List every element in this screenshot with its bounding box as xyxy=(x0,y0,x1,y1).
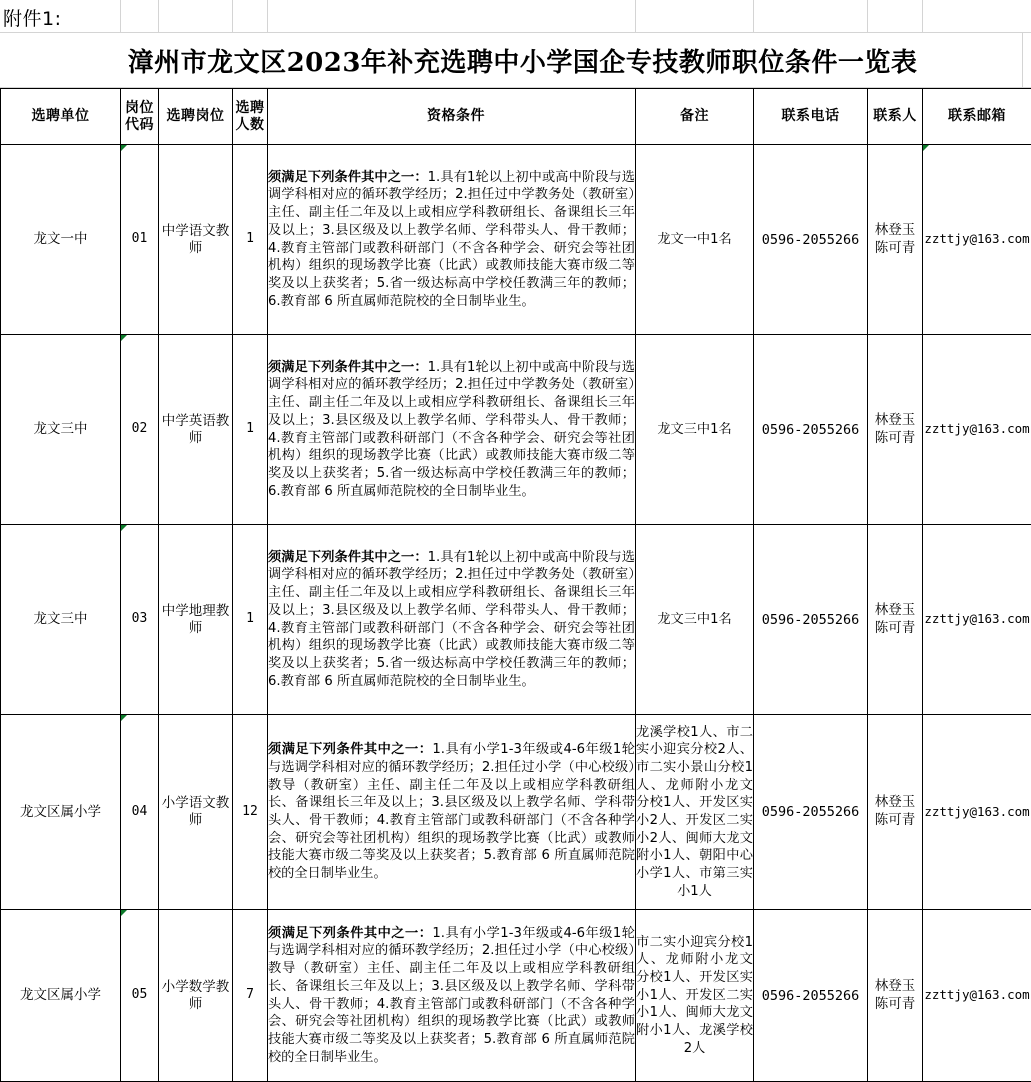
table-row xyxy=(1,525,1031,715)
qualification-body: 1.具有1轮以上初中或高中阶段与选调学科相对应的循环教学经历；2.担任过中学教务处（教研室）主任、副主任二年及以上或相应学科教研组长、备课组长三年及以上；3.县区级及以上教学名师、学科带头人、骨干教师；4.教育主管部门或教科研部门（不含各种学会、研究会等社团机构）组织的现场教学比赛（比武）或教师技能大赛市级二等奖及以上获奖者；5.省一级达标高中学校任教满三年的教师；6.教育部 6 所直属师范院校的全日制毕业生。 xyxy=(268,550,635,689)
cell-post: 中学语文教师 xyxy=(159,145,233,335)
cell-code xyxy=(121,910,159,1082)
cell-contact-person xyxy=(868,145,923,335)
cell-code xyxy=(121,145,159,335)
qualification-body: 1.具有小学1-3年级或4-6年级1轮与选调学科相对应的循环教学经历；2.担任过小学（中心校级）教导（教研室）主任、副主任二年及以上或相应学科教研组长、备课组长三年及以上；3.县区级及以上教学名师、学科带头人、骨干教师；4.教育主管部门或教科研部门（不含各种学会、研究会等社团机构）组织的现场教学比赛（比武）或教师技能大赛市级二等奖及以上获奖者；5.教育部 6 所直属师范院校的全日制毕业生。 xyxy=(268,742,635,881)
qualification-body: 1.具有1轮以上初中或高中阶段与选调学科相对应的循环教学经历；2.担任过中学教务处（教研室）主任、副主任二年及以上或相应学科教研组长、备课组长三年及以上；3.县区级及以上教学名师、学科带头人、骨干教师；4.教育主管部门或教科研部门（不含各种学会、研究会等社团机构）组织的现场教学比赛（比武）或教师技能大赛市级二等奖及以上获奖者；5.省一级达标高中学校任教满三年的教师；6.教育部 6 所直属师范院校的全日制毕业生。 xyxy=(268,360,635,499)
col-header-count: 选聘人数 xyxy=(233,89,268,145)
cell-remark: 龙溪学校1人、市二实小迎宾分校2人、市二实小景山分校1人、龙师附小龙文分校1人、开发区实小2人、开发区二实小2人、闽师大龙文附小1人、朝阳中心小学1人、市第三实小1人 xyxy=(636,715,754,910)
table-row xyxy=(1,335,1031,525)
qualification-lead: 须满足下列条件其中之一： xyxy=(268,170,428,185)
col-header-post: 选聘岗位 xyxy=(159,89,233,145)
cell-code-text: 04 xyxy=(132,804,148,819)
col-header-code: 岗位代码 xyxy=(121,89,159,145)
cell-phone: 0596-2055266 xyxy=(754,715,868,910)
qualification-lead: 须满足下列条件其中之一： xyxy=(268,550,428,565)
cell-code xyxy=(121,525,159,715)
contact-person-name: 陈可青 xyxy=(875,240,916,256)
col-header-person: 联系人 xyxy=(868,89,923,145)
cell-code-text: 01 xyxy=(132,231,148,246)
cell-phone: 0596-2055266 xyxy=(754,335,868,525)
contact-person-name: 林登玉 xyxy=(875,222,916,238)
gridline xyxy=(267,0,268,32)
col-header-qualification: 资格条件 xyxy=(268,89,636,145)
cell-email-text: zzttjy@163.com xyxy=(924,987,1029,1002)
qualification-lead: 须满足下列条件其中之一： xyxy=(268,742,432,757)
cell-email-text: zzttjy@163.com xyxy=(924,231,1029,246)
cell-contact-person xyxy=(868,335,923,525)
col-header-unit: 选聘单位 xyxy=(1,89,121,145)
cell-email-text: zzttjy@163.com xyxy=(924,611,1029,626)
comment-marker-icon xyxy=(121,335,127,341)
cell-post: 中学英语教师 xyxy=(159,335,233,525)
qualification-lead: 须满足下列条件其中之一： xyxy=(268,926,432,941)
comment-marker-icon xyxy=(121,525,127,531)
contact-person-name: 陈可青 xyxy=(875,812,916,828)
cell-phone: 0596-2055266 xyxy=(754,145,868,335)
cell-remark: 龙文一中1名 xyxy=(636,145,754,335)
cell-post: 小学语文教师 xyxy=(159,715,233,910)
cell-code xyxy=(121,335,159,525)
col-header-phone: 联系电话 xyxy=(754,89,868,145)
cell-remark: 市二实小迎宾分校1人、龙师附小龙文分校1人、开发区实小1人、开发区二实小1人、闽师大龙文附小1人、龙溪学校2人 xyxy=(636,910,754,1082)
cell-qualification xyxy=(268,335,636,525)
cell-email-text: zzttjy@163.com xyxy=(924,421,1029,436)
cell-email xyxy=(923,145,1031,335)
contact-person-name: 林登玉 xyxy=(875,794,916,810)
cell-email xyxy=(923,910,1031,1082)
cell-email xyxy=(923,525,1031,715)
gridline xyxy=(753,0,754,32)
gridline xyxy=(635,0,636,32)
spreadsheet-top-strip xyxy=(0,0,1031,33)
cell-code-text: 05 xyxy=(132,987,148,1002)
cell-post: 小学数学教师 xyxy=(159,910,233,1082)
gridline xyxy=(158,0,159,32)
gridline xyxy=(867,0,868,32)
gridline xyxy=(922,0,923,32)
cell-qualification xyxy=(268,145,636,335)
cell-count: 12 xyxy=(233,715,268,910)
contact-person-name: 陈可青 xyxy=(875,996,916,1012)
comment-marker-icon xyxy=(121,715,127,721)
gridline xyxy=(120,0,121,32)
table-body xyxy=(1,145,1031,1082)
qualification-body: 1.具有小学1-3年级或4-6年级1轮与选调学科相对应的循环教学经历；2.担任过小学（中心校级）教导（教研室）主任、副主任二年及以上或相应学科教研组长、备课组长三年及以上；3.县区级及以上教学名师、学科带头人、骨干教师；4.教育主管部门或教科研部门（不含各种学会、研究会等社团机构）组织的现场教学比赛（比武）或教师技能大赛市级二等奖及以上获奖者；5.教育部 6 所直属师范院校的全日制毕业生。 xyxy=(268,926,635,1065)
table-row xyxy=(1,910,1031,1082)
cell-email xyxy=(923,715,1031,910)
contact-person-name: 林登玉 xyxy=(875,412,916,428)
job-conditions-table xyxy=(0,88,1031,1082)
cell-count: 1 xyxy=(233,145,268,335)
qualification-body: 1.具有1轮以上初中或高中阶段与选调学科相对应的循环教学经历；2.担任过中学教务处（教研室）主任、副主任二年及以上或相应学科教研组长、备课组长三年及以上；3.县区级及以上教学名师、学科带头人、骨干教师；4.教育主管部门或教科研部门（不含各种学会、研究会等社团机构）组织的现场教学比赛（比武）或教师技能大赛市级二等奖及以上获奖者；5.省一级达标高中学校任教满三年的教师；6.教育部 6 所直属师范院校的全日制毕业生。 xyxy=(268,170,635,309)
cell-post: 中学地理教师 xyxy=(159,525,233,715)
cell-qualification xyxy=(268,910,636,1082)
cell-code-text: 02 xyxy=(132,421,148,436)
cell-count: 1 xyxy=(233,335,268,525)
table-header-row xyxy=(1,89,1031,145)
col-header-email: 联系邮箱 xyxy=(923,89,1031,145)
cell-contact-person xyxy=(868,715,923,910)
cell-unit: 龙文区属小学 xyxy=(1,715,121,910)
cell-code-text: 03 xyxy=(132,611,148,626)
contact-person-name: 林登玉 xyxy=(875,978,916,994)
cell-unit: 龙文区属小学 xyxy=(1,910,121,1082)
col-header-remark: 备注 xyxy=(636,89,754,145)
cell-code xyxy=(121,715,159,910)
qualification-lead: 须满足下列条件其中之一： xyxy=(268,360,428,375)
document-title-band xyxy=(0,33,1031,88)
cell-count: 7 xyxy=(233,910,268,1082)
cell-qualification xyxy=(268,715,636,910)
cell-remark: 龙文三中1名 xyxy=(636,525,754,715)
comment-marker-icon xyxy=(121,910,127,916)
contact-person-name: 陈可青 xyxy=(875,620,916,636)
cell-contact-person xyxy=(868,525,923,715)
comment-marker-icon xyxy=(121,145,127,151)
cell-remark: 龙文三中1名 xyxy=(636,335,754,525)
attachment-label: 附件1: xyxy=(3,4,62,31)
comment-marker-icon xyxy=(923,145,929,151)
cell-qualification xyxy=(268,525,636,715)
table-row xyxy=(1,145,1031,335)
cell-email-text: zzttjy@163.com xyxy=(924,804,1029,819)
cell-unit: 龙文一中 xyxy=(1,145,121,335)
gridline xyxy=(1022,33,1023,87)
page-title: 漳州市龙文区2023年补充选聘中小学国企专技教师职位条件一览表 xyxy=(114,42,918,79)
cell-contact-person xyxy=(868,910,923,1082)
table-row xyxy=(1,715,1031,910)
contact-person-name: 林登玉 xyxy=(875,602,916,618)
cell-phone: 0596-2055266 xyxy=(754,525,868,715)
gridline xyxy=(232,0,233,32)
cell-email xyxy=(923,335,1031,525)
cell-unit: 龙文三中 xyxy=(1,335,121,525)
contact-person-name: 陈可青 xyxy=(875,430,916,446)
cell-count: 1 xyxy=(233,525,268,715)
cell-unit: 龙文三中 xyxy=(1,525,121,715)
cell-phone: 0596-2055266 xyxy=(754,910,868,1082)
